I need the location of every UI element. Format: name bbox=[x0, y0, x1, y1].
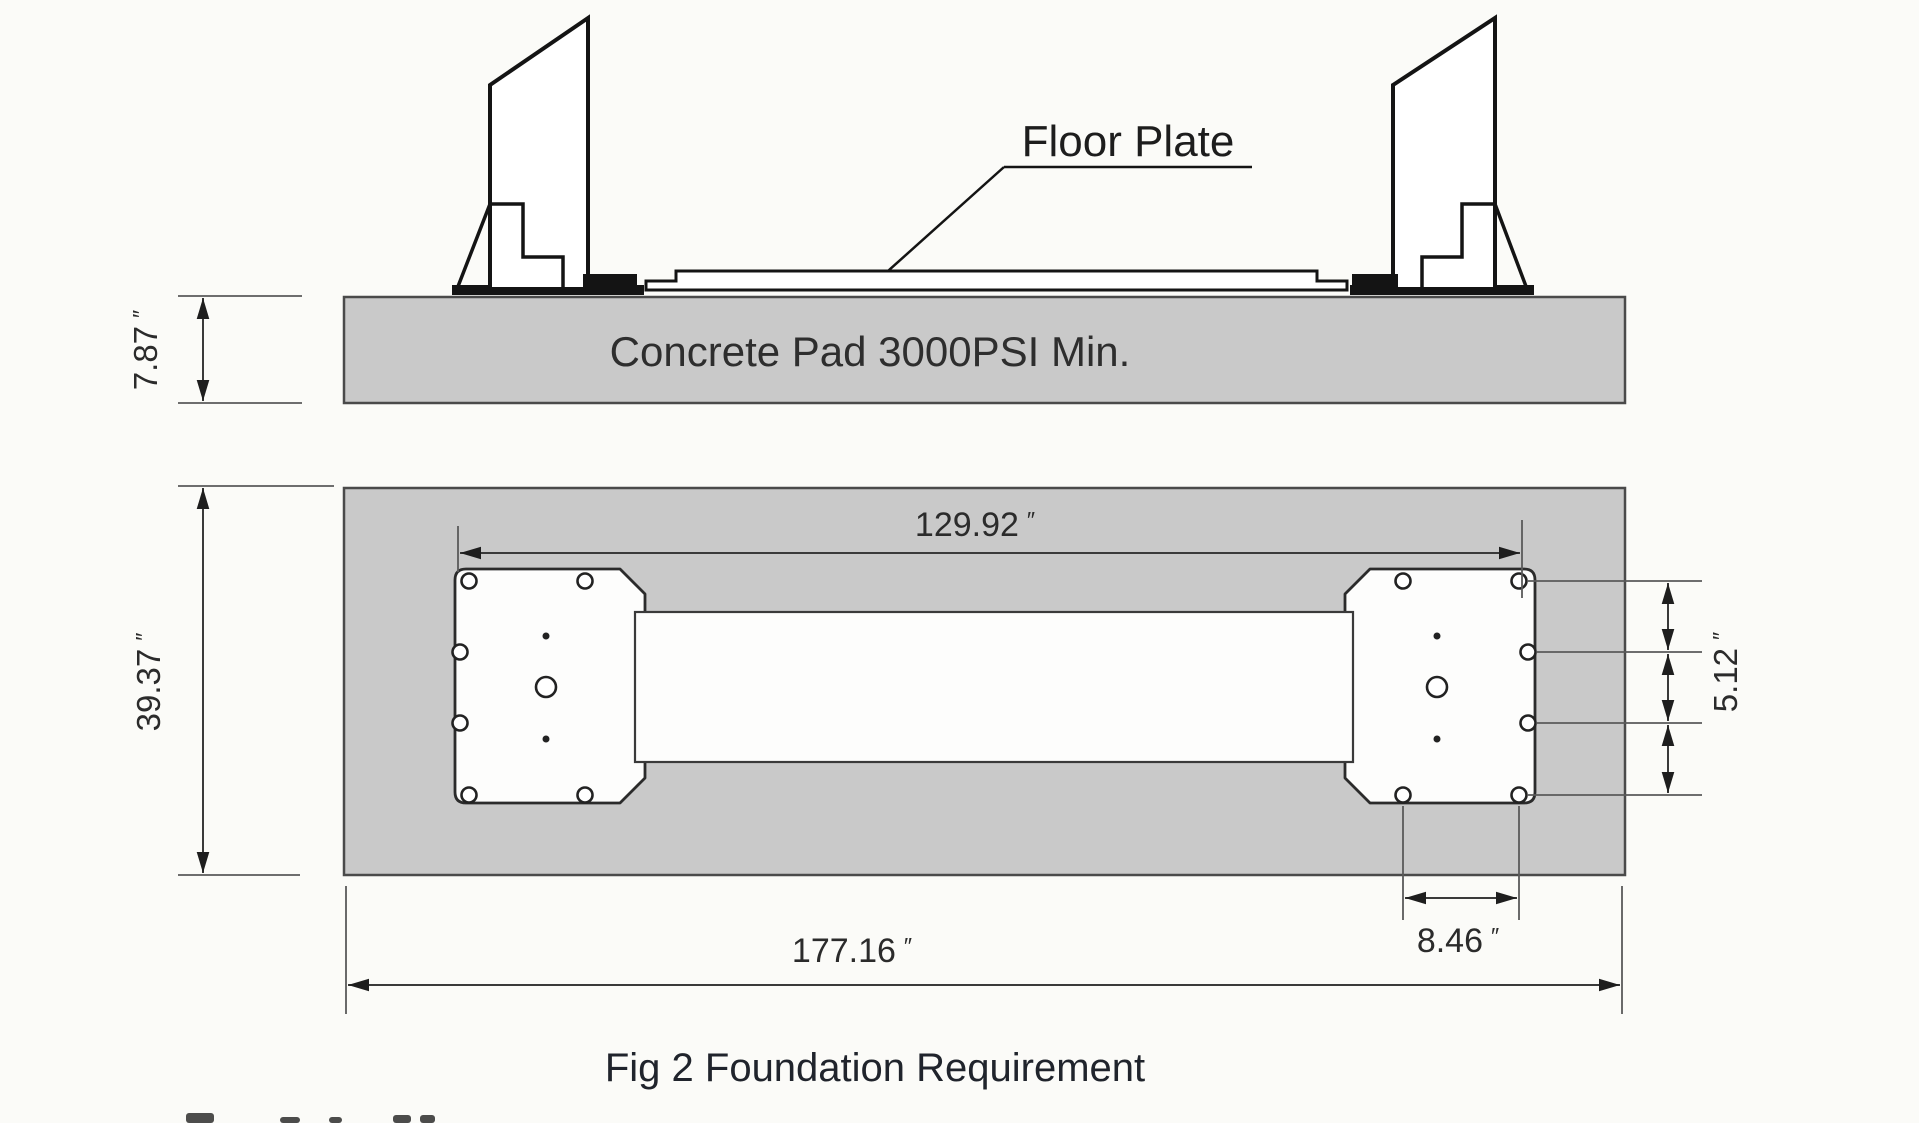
plan-view bbox=[130, 486, 1744, 1014]
runway-band bbox=[635, 612, 1353, 762]
bolt-hole bbox=[1512, 788, 1527, 803]
right-post-mast bbox=[1393, 18, 1495, 289]
inch-mark: ″ bbox=[131, 632, 157, 641]
inch-mark: ″ bbox=[1491, 923, 1500, 949]
center-hole bbox=[536, 677, 556, 697]
dimension-value: 39.37 bbox=[130, 648, 167, 732]
scan-artifact bbox=[186, 1113, 435, 1123]
side-view bbox=[127, 18, 1625, 403]
floor-plate-label: Floor Plate bbox=[1021, 117, 1235, 166]
figure-caption: Fig 2 Foundation Requirement bbox=[604, 1046, 1146, 1090]
dimension-label bbox=[127, 310, 164, 390]
floor-plate-leader-line bbox=[888, 167, 1004, 271]
bolt-hole bbox=[1521, 716, 1536, 731]
bolt-hole bbox=[1396, 574, 1411, 589]
dim-pad-width bbox=[130, 486, 334, 875]
bolt-hole bbox=[1521, 645, 1536, 660]
dimension-value: 5.12 bbox=[1707, 647, 1744, 713]
dimension-value: 177.16 bbox=[791, 932, 896, 970]
bolt-hole bbox=[1396, 788, 1411, 803]
bolt-hole bbox=[462, 574, 477, 589]
inch-mark: ″ bbox=[128, 309, 154, 318]
dimension-value: 8.46 bbox=[1416, 922, 1484, 960]
bolt-hole bbox=[462, 788, 477, 803]
left-post-mast bbox=[490, 18, 588, 289]
center-punch-mark bbox=[1434, 633, 1441, 640]
bolt-hole bbox=[578, 574, 593, 589]
dimension-label bbox=[1707, 632, 1744, 712]
right-post bbox=[1350, 18, 1534, 295]
dimension-value: 129.92 bbox=[914, 506, 1019, 544]
center-punch-mark bbox=[543, 633, 550, 640]
left-post bbox=[452, 18, 644, 295]
concrete-pad-label: Concrete Pad 3000PSI Min. bbox=[609, 328, 1131, 375]
right-post-foot bbox=[1352, 274, 1398, 290]
center-punch-mark bbox=[543, 736, 550, 743]
bolt-hole bbox=[453, 645, 468, 660]
inch-mark: ″ bbox=[1708, 631, 1734, 640]
dimension-label bbox=[130, 633, 167, 732]
bolt-hole bbox=[578, 788, 593, 803]
dimension-value: 7.87 bbox=[127, 325, 164, 391]
bolt-hole bbox=[1512, 574, 1527, 589]
left-post-foot bbox=[583, 274, 637, 290]
dimension-label bbox=[915, 506, 1035, 544]
floor-plate bbox=[646, 271, 1347, 290]
dim-pad-thickness bbox=[127, 296, 302, 403]
bolt-hole bbox=[453, 716, 468, 731]
inch-mark: ″ bbox=[1026, 507, 1036, 533]
center-punch-mark bbox=[1434, 736, 1441, 743]
center-hole bbox=[1427, 677, 1447, 697]
inch-mark: ″ bbox=[903, 933, 913, 959]
dimension-label bbox=[1417, 922, 1499, 960]
dimension-label bbox=[792, 932, 912, 970]
